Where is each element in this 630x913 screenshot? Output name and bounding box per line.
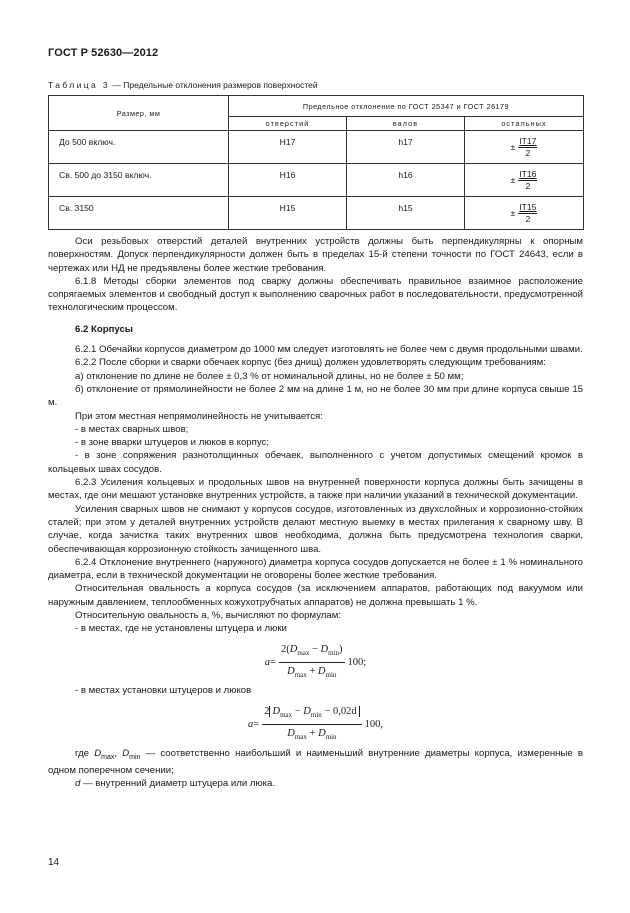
- formula-ovality-plain: [48, 643, 583, 680]
- table-row: [49, 164, 584, 197]
- fraction-denominator: 2: [525, 147, 531, 158]
- cell-size: Св. 3150: [49, 197, 229, 230]
- paragraph: 6.2.1 Обечайки корпусов диаметром до 1000 мм следует изготовлять не более чем с двумя продольными швами.: [75, 344, 583, 356]
- formula-numerator: 2 $D_{max} - D_{min} - 0,02d$: [262, 705, 361, 725]
- cell-holes: H16: [229, 164, 347, 197]
- formula-multiplier: 100,: [364, 719, 383, 731]
- cell-size: До 500 включ.: [49, 131, 229, 164]
- cell-shafts: h15: [347, 197, 465, 230]
- paragraph: Усиления сварных швов не снимают у корпусов сосудов, изготовленных из двухслойных и коррозионно-стойких сталей; при этом у деталей внутренних устройств делают местную выемку в местах прилегания к сварному шву. В случае, когда зачистка таких внутренних швов необходима, должна быть предусмотрена технология сварки, обеспечивающая коррозионную стойкость зачищенного шва.: [48, 503, 583, 555]
- plus-minus-sign: ±: [510, 175, 516, 185]
- header-other: остальных: [465, 117, 584, 131]
- fraction-denominator: 2: [525, 213, 531, 224]
- paragraph: Оси резьбовых отверстий деталей внутренних устройств должны быть перпендикулярны к опорным поверхностям. Допуск перпендикулярности должен быть в пределах 15-й степени точности по ГОСТ 24643, если в чертежах или НД не предъявлены более жесткие требования.: [48, 236, 583, 274]
- page-number: 14: [48, 857, 60, 868]
- table-caption: [48, 80, 318, 90]
- formula-numerator: $2(D_{max} - D_{min})$: [279, 643, 345, 663]
- plus-minus-sign: ±: [510, 142, 516, 152]
- fraction-denominator: 2: [525, 180, 531, 191]
- list-item: - в местах установки штуцеров и люков: [75, 684, 252, 696]
- cell-holes: H17: [229, 131, 347, 164]
- fraction-numerator: IT17: [519, 135, 537, 146]
- list-item: - в местах сварных швов;: [75, 423, 189, 435]
- cell-other: [465, 164, 584, 197]
- cell-other: [465, 197, 584, 230]
- fraction-numerator: IT16: [519, 168, 537, 179]
- paragraph: где $D_{max}$, $D_{min}$ — соответственно наибольший и наименьший внутренние диаметры корпуса, измеренные в одном поперечном сечении;: [48, 747, 583, 777]
- header-shafts: валов: [347, 117, 465, 131]
- formula-denominator: $D_{max} + D_{min}$: [287, 666, 337, 680]
- formula-multiplier: 100;: [347, 656, 367, 668]
- formula-ovality-nozzles: [48, 705, 583, 742]
- paragraph: 6.2.3 Усиления кольцевых и продольных швов на внутренней поверхности корпуса должны быть зачищены в местах, где они мешают установке внутренних устройств, а также при наличии указаний в технической документации.: [48, 477, 583, 502]
- cell-shafts: h17: [347, 131, 465, 164]
- table-row: [49, 197, 584, 230]
- paragraph: 6.1.8 Методы сборки элементов под сварку должны обеспечивать правильное взаимное расположение сопрягаемых элементов и свободный доступ к выполнению сварочных работ в последовательности, предусмотренной технологическим процессом.: [48, 275, 583, 314]
- formula-fraction: [279, 643, 345, 683]
- table-row: [49, 131, 584, 164]
- formula-equals: =: [253, 719, 260, 731]
- section-heading: 6.2 Корпусы: [75, 323, 133, 335]
- paragraph: а) отклонение по длине не более ± 0,3 % от номинальной длины, но не более ± 50 мм;: [75, 370, 464, 382]
- paragraph: 6.2.2 После сборки и сварки обечаек корпус (без днищ) должен удовлетворять следующим требованиям:: [75, 357, 546, 369]
- table-caption-text: — Предельные отклонения размеров поверхностей: [110, 80, 318, 90]
- header-size: Размер, мм: [49, 96, 229, 131]
- table-caption-label: Таблица 3: [48, 80, 111, 90]
- paragraph: d — внутренний диаметр штуцера или люка.: [75, 778, 276, 790]
- formula-fraction: [262, 705, 361, 745]
- cell-other: [465, 131, 584, 164]
- header-deviation-group: Предельное отклонение по ГОСТ 25347 и ГОСТ 26179: [229, 96, 584, 117]
- formula-denominator: $D_{max} + D_{min}$: [287, 728, 337, 742]
- paragraph: Относительная овальность а корпуса сосудов (за исключением аппаратов, работающих под вакуумом или наружным давлением, теплообменных кожухотрубчатых аппаратов) не должна превышать 1 %.: [48, 583, 583, 608]
- list-item: - в зоне вварки штуцеров и люков в корпус;: [75, 437, 269, 449]
- cell-holes: H15: [229, 197, 347, 230]
- formula-lhs: a: [264, 656, 271, 668]
- document-body: [48, 235, 583, 791]
- absolute-value: $D_{max} - D_{min} - 0,02d$: [269, 706, 359, 717]
- tolerance-fraction: [518, 170, 537, 190]
- cell-shafts: h16: [347, 164, 465, 197]
- paragraph: 6.2.4 Отклонение внутреннего (наружного) диаметра корпуса сосудов допускается не более ± 1 % номинального диаметра, если в технической документации не оговорены более жесткие требования.: [48, 556, 583, 582]
- paragraph: б) отклонение от прямолинейности не более 2 мм на длине 1 м, но не более 30 мм при длине корпуса свыше 15 м.: [48, 383, 583, 409]
- paragraph: При этом местная непрямолинейность не учитывается:: [75, 410, 323, 422]
- plus-minus-sign: ±: [510, 208, 516, 218]
- formula-lhs: a: [248, 719, 254, 731]
- tolerance-fraction: [518, 203, 537, 223]
- document-header: ГОСТ Р 52630—2012: [48, 47, 159, 59]
- tolerance-fraction: [518, 137, 537, 157]
- cell-size: Св. 500 до 3150 включ.: [49, 164, 229, 197]
- deviations-table: [48, 95, 584, 230]
- fraction-numerator: IT15: [519, 201, 537, 212]
- list-item: - в местах, где не установлены штуцера и люки: [75, 623, 287, 635]
- formula-equals: =: [270, 656, 276, 668]
- header-holes: отверстий: [229, 117, 347, 131]
- paragraph: Относительную овальность а, %, вычисляют по формулам:: [75, 610, 342, 622]
- list-item: - в зоне сопряжения разнотолщинных обечаек, выполненного с учетом допустимых смещений кромок в кольцевых швах сосудов.: [48, 450, 583, 475]
